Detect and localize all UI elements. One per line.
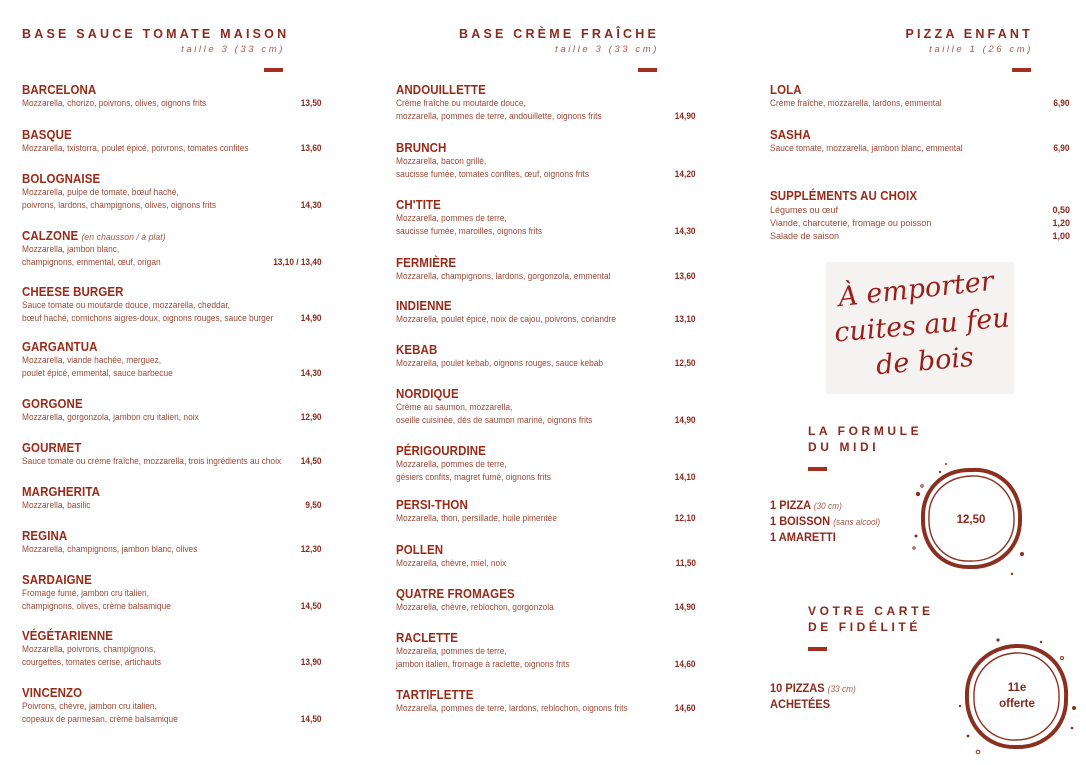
divider: [808, 467, 827, 471]
section-subtitle: taille 1 (26 cm): [929, 44, 1033, 55]
formule-item: [770, 530, 836, 546]
supplement-price: 1,20: [1052, 218, 1070, 228]
section-header-creme: [396, 27, 659, 55]
menu-item: [396, 587, 696, 614]
menu-item-price: 6,90: [1053, 143, 1070, 153]
menu-item-price: 14,50: [301, 456, 322, 466]
divider: [638, 68, 657, 72]
menu-item-title: VÉGÉTARIENNE: [22, 629, 113, 643]
menu-item: [22, 529, 322, 556]
menu-item-description: Crème fraîche, mozzarella, lardons, emmental: [770, 98, 942, 108]
section-subtitle: taille 3 (33 cm): [181, 44, 285, 55]
menu-item-title: LOLA: [770, 83, 802, 97]
menu-item: [22, 573, 322, 612]
formule-title-line-2: DU MIDI: [808, 440, 880, 454]
menu-item-price: 14,90: [675, 110, 696, 121]
menu-item-price: 14,30: [675, 225, 696, 236]
formule-item-text: 1 PIZZA: [770, 498, 811, 512]
menu-item-description: poulet épicé, emmental, sauce barbecue: [22, 367, 173, 378]
menu-item-description: Sauce tomate ou moutarde douce, mozzarella, cheddar,: [22, 300, 230, 310]
menu-item-description: Mozzarella, bacon grillé,: [396, 156, 487, 166]
menu-item-price: 13,10: [675, 314, 696, 324]
menu-item-price: 14,60: [675, 703, 696, 713]
fidelite-title: [808, 603, 934, 635]
menu-item: [396, 688, 696, 715]
menu-item-description: saucisse fumée, maroilles, oignons frits: [396, 225, 543, 236]
section-title: BASE CRÈME FRAÎCHE: [459, 27, 659, 41]
menu-item-price: 13,60: [675, 271, 696, 281]
menu-item-price: 13,90: [301, 656, 322, 667]
takeaway-line-2: cuites au feu: [832, 302, 1011, 349]
supplement-price: 0,50: [1052, 205, 1070, 215]
menu-item: [22, 128, 322, 155]
fidelite-reward: [952, 680, 1082, 712]
menu-item-name: [22, 686, 298, 700]
fidelite-reward-line-2: offerte: [999, 698, 1035, 710]
menu-item-name: [22, 172, 298, 186]
menu-item: [396, 387, 696, 426]
menu-item-title: ANDOUILLETTE: [396, 83, 486, 97]
menu-item-description: Sauce tomate, mozzarella, jambon blanc, emmental: [770, 143, 963, 153]
fidelite-line-2: ACHETÉES: [770, 697, 831, 711]
supplements-list: [770, 204, 1070, 243]
menu-item: [22, 229, 322, 268]
menu-item-name: [22, 285, 298, 299]
menu-item-name: [396, 141, 672, 155]
menu-item-title: GARGANTUA: [22, 340, 98, 354]
menu-item-description: copeaux de parmesan, crème balsamique: [22, 713, 178, 724]
section-subtitle: taille 3 (33 cm): [555, 44, 659, 55]
fidelite-reward-line-1: 11e: [1007, 682, 1027, 694]
menu-item-price: 12,30: [301, 544, 322, 554]
menu-item-description: oseille cuisinée, dés de saumon mariné, oignons frits: [396, 414, 593, 425]
menu-item-description: Mozzarella, champignons, lardons, gorgonzola, emmental: [396, 271, 611, 281]
menu-item-name: [396, 498, 672, 512]
menu-item-description: courgettes, tomates cerise, artichauts: [22, 656, 162, 667]
section-title: PIZZA ENFANT: [905, 27, 1033, 41]
menu-item-price: 11,50: [675, 558, 696, 568]
menu-item-title: PÉRIGOURDINE: [396, 444, 486, 458]
menu-item-price: 14,50: [301, 600, 322, 611]
section-header-enfant: [770, 27, 1033, 55]
formule-title: [808, 423, 922, 455]
menu-item: [22, 285, 322, 324]
menu-item-price: 9,50: [305, 500, 322, 510]
menu-item-description: Mozzarella, poulet kebab, oignons rouges, sauce kebab: [396, 358, 604, 368]
menu-item-name: [22, 128, 298, 142]
menu-item-name: [396, 198, 672, 212]
menu-item-title: CH'TITE: [396, 198, 441, 212]
menu-item-price: 12,50: [675, 358, 696, 368]
menu-item: [22, 397, 322, 424]
menu-item-description: Crème fraîche ou moutarde douce,: [396, 98, 526, 108]
menu-item-description: Mozzarella, gorgonzola, jambon cru italien, noix: [22, 412, 199, 422]
takeaway-line-3: de bois: [874, 341, 976, 382]
menu-item-name: [22, 629, 298, 643]
menu-item-price: 12,10: [675, 513, 696, 523]
menu-item-title: POLLEN: [396, 543, 444, 557]
menu-item: [22, 172, 322, 211]
menu-item-description: Mozzarella, pommes de terre,: [396, 646, 507, 656]
formule-price-stamp: [908, 456, 1034, 582]
menu-item: [396, 83, 696, 122]
menu-item-name: [22, 397, 298, 411]
menu-item-title: RACLETTE: [396, 631, 459, 645]
menu-item: [22, 83, 322, 110]
menu-item-title: KEBAB: [396, 343, 438, 357]
menu-item: [22, 686, 322, 725]
menu-item-name: [770, 128, 1046, 142]
supplements-title: SUPPLÉMENTS AU CHOIX: [770, 189, 918, 203]
menu-item-price: 14,90: [301, 312, 322, 323]
menu-item-price: 13,50: [301, 98, 322, 108]
menu-item-description: Fromage fumé, jambon cru italien,: [22, 588, 150, 598]
menu-item-price: 14,20: [675, 168, 696, 179]
menu-item-description: poivrons, lardons, champignons, olives, oignons frits: [22, 199, 217, 210]
menu-item-price: 14,50: [301, 713, 322, 724]
supplements-block: [770, 189, 1070, 243]
menu-item-description: Mozzarella, pulpe de tomate, bœuf haché,: [22, 187, 179, 197]
menu-item-name: [396, 543, 672, 557]
menu-item-price: 14,30: [301, 199, 322, 210]
menu-item-description: Crème au saumon, mozzarella,: [396, 402, 513, 412]
menu-item-name: [22, 229, 298, 243]
menu-item-name: [396, 444, 672, 458]
menu-item-name: [396, 587, 672, 601]
menu-item-description: Mozzarella, basilic: [22, 500, 91, 510]
menu-item-name: [22, 529, 298, 543]
fidelite-title-line-2: DE FIDÉLITÉ: [808, 620, 921, 634]
menu-item: [22, 340, 322, 379]
menu-item-name: [396, 83, 672, 97]
menu-item-description: gésiers confits, magret fumé, oignons frits: [396, 471, 551, 482]
menu-item: [396, 198, 696, 237]
supplement-label: Viande, charcuterie, fromage ou poisson: [770, 218, 932, 228]
formule-item-note: (30 cm): [813, 501, 842, 511]
fidelite-title-line-1: VOTRE CARTE: [808, 604, 934, 618]
fidelite-reward-stamp: [956, 636, 1082, 762]
menu-item-name: [22, 441, 298, 455]
menu-item-title: TARTIFLETTE: [396, 688, 474, 702]
menu-item-title: BARCELONA: [22, 83, 97, 97]
menu-item-description: mozzarella, pommes de terre, andouillette, oignons frits: [396, 110, 602, 121]
menu-item-price: 13,10 / 13,40: [273, 256, 322, 267]
menu-item-description: Mozzarella, chorizo, poivrons, olives, oignons frits: [22, 98, 207, 108]
menu-item-description: Mozzarella, viande hachée, merguez,: [22, 355, 162, 365]
menu-item-description: Mozzarella, txistorra, poulet épicé, poivrons, tomates confites: [22, 143, 249, 153]
menu-item-title: NORDIQUE: [396, 387, 459, 401]
menu-item-description: Mozzarella, pommes de terre,: [396, 459, 507, 469]
takeaway-handwritten-block: [826, 262, 1014, 394]
menu-item-description: Mozzarella, jambon blanc,: [22, 244, 120, 254]
menu-item-title: BASQUE: [22, 128, 72, 142]
menu-item-description: Mozzarella, pommes de terre, lardons, reblochon, oignons frits: [396, 703, 628, 713]
formule-item: [770, 498, 842, 515]
menu-item-price: 6,90: [1053, 98, 1070, 108]
menu-item-name: [22, 83, 298, 97]
supplement-label: Salade de saison: [770, 231, 840, 241]
menu-item-description: Mozzarella, poivrons, champignons,: [22, 644, 156, 654]
menu-item-note: (en chausson / à plat): [81, 232, 166, 243]
menu-item-title: CHEESE BURGER: [22, 285, 124, 299]
menu-item-name: [396, 688, 672, 702]
menu-item-description: Poivrons, chèvre, jambon cru italien,: [22, 701, 157, 711]
formule-title-line-1: LA FORMULE: [808, 424, 923, 438]
section-title: BASE SAUCE TOMATE MAISON: [22, 27, 290, 41]
menu-item-title: GOURMET: [22, 441, 82, 455]
menu-item: [396, 299, 696, 326]
divider: [1012, 68, 1031, 72]
section-header-tomate: [22, 27, 290, 55]
menu-item-price: 13,60: [301, 143, 322, 153]
menu-item: [770, 83, 1070, 110]
menu-item-title: CALZONE: [22, 229, 79, 243]
menu-item: [22, 629, 322, 668]
menu-item-description: champignons, olives, crème balsamique: [22, 600, 171, 611]
fidelite-line-1: [770, 681, 856, 698]
fidelite-items: [770, 681, 920, 717]
menu-item: [22, 485, 322, 512]
menu-item-description: Mozzarella, chèvre, miel, noix: [396, 558, 507, 568]
formule-item-text: 1 BOISSON: [770, 514, 831, 528]
menu-item-price: 14,90: [675, 602, 696, 612]
fidelite-count: 10 PIZZAS: [770, 681, 825, 695]
menu-item-title: MARGHERITA: [22, 485, 101, 499]
menu-item-description: Sauce tomate ou crème fraîche, mozzarella, trois ingrédients au choix: [22, 456, 282, 466]
menu-item-title: INDIENNE: [396, 299, 452, 313]
menu-item-name: [396, 631, 672, 645]
takeaway-line-1: À emporter: [836, 265, 996, 314]
formule-item-text: 1 AMARETTI: [770, 530, 836, 544]
menu-item-name: [396, 299, 672, 313]
menu-item-price: 14,90: [675, 414, 696, 425]
menu-item-description: Mozzarella, pommes de terre,: [396, 213, 507, 223]
supplement-price: 1,00: [1052, 231, 1070, 241]
menu-item-title: REGINA: [22, 529, 68, 543]
menu-item-name: [770, 83, 1046, 97]
menu-item: [396, 543, 696, 570]
menu-item: [396, 256, 696, 283]
menu-item: [396, 343, 696, 370]
menu-item-price: 14,30: [301, 367, 322, 378]
supplement-line: [770, 204, 1070, 217]
menu-item-name: [396, 256, 672, 270]
menu-item-title: PERSI-THON: [396, 498, 468, 512]
supplement-label: Légumes ou œuf: [770, 205, 839, 215]
formule-price: 12,50: [956, 514, 986, 526]
menu-item-name: [22, 340, 298, 354]
menu-item-title: BOLOGNAISE: [22, 172, 101, 186]
supplement-line: [770, 230, 1070, 243]
menu-item-description: saucisse fumée, tomates confites, œuf, oignons frits: [396, 168, 590, 179]
menu-item-title: SARDAIGNE: [22, 573, 92, 587]
menu-item: [396, 498, 696, 525]
menu-item-description: champignons, emmental, œuf, origan: [22, 256, 161, 267]
divider: [808, 647, 827, 651]
menu-item-name: [396, 343, 672, 357]
menu-item-title: BRUNCH: [396, 141, 447, 155]
formule-items: [770, 498, 920, 548]
menu-item: [396, 444, 696, 483]
menu-item-title: FERMIÈRE: [396, 256, 457, 270]
fidelite-note: (33 cm): [827, 684, 856, 694]
formule-item-note: (sans alcool): [833, 517, 881, 527]
formule-item: [770, 514, 880, 531]
menu-item-title: VINCENZO: [22, 686, 83, 700]
menu-item-price: 14,60: [675, 658, 696, 669]
menu-item-name: [22, 485, 298, 499]
menu-item-price: 12,90: [301, 412, 322, 422]
menu-item-name: [396, 387, 672, 401]
menu-item: [22, 441, 322, 468]
menu-item-name: [22, 573, 298, 587]
menu-item-description: bœuf haché, cornichons aigres-doux, oignons rouges, sauce burger: [22, 312, 274, 323]
menu-item-description: Mozzarella, champignons, jambon blanc, olives: [22, 544, 198, 554]
divider: [264, 68, 283, 72]
supplement-line: [770, 217, 1070, 230]
menu-item: [396, 141, 696, 180]
menu-item-title: QUATRE FROMAGES: [396, 587, 515, 601]
menu-item-description: Mozzarella, chèvre, reblochon, gorgonzola: [396, 602, 554, 612]
menu-item-description: Mozzarella, thon, persillade, huile pimentée: [396, 513, 557, 523]
menu-item-description: Mozzarella, poulet épicé, noix de cajou, poivrons, coriandre: [396, 314, 617, 324]
menu-item-title: SASHA: [770, 128, 811, 142]
menu-item-title: GORGONE: [22, 397, 83, 411]
menu-item-price: 14,10: [675, 471, 696, 482]
menu-item: [770, 128, 1070, 155]
menu-item-description: jambon italien, fromage à raclette, oignons frits: [396, 658, 570, 669]
menu-item: [396, 631, 696, 670]
